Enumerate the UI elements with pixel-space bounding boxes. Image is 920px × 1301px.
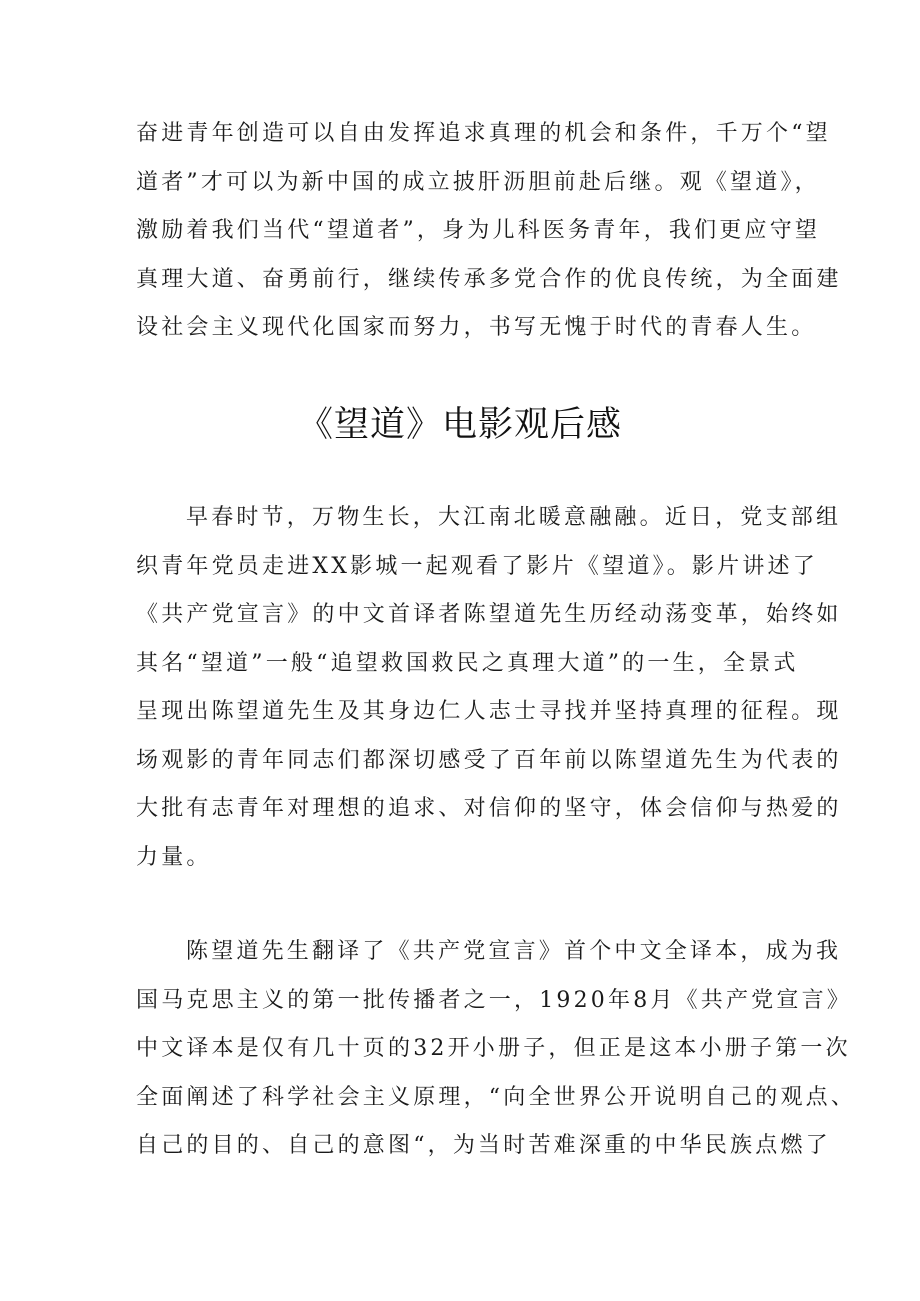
paragraph-line: 自己的目的、自己的意图“，为当时苦难深重的中华民族点燃了 bbox=[136, 1133, 831, 1158]
paragraph-2 bbox=[136, 494, 842, 882]
paragraph-3 bbox=[136, 928, 857, 1171]
paragraph-line: 呈现出陈望道先生及其身边仁人志士寻找并坚持真理的征程。现 bbox=[136, 699, 842, 724]
paragraph-line: 陈望道先生翻译了《共产党宣言》首个中文全译本，成为我 bbox=[186, 939, 842, 964]
paragraph-line: 力量。 bbox=[136, 844, 212, 870]
paragraph-line: 全面阐述了科学社会主义原理，“向全世界公开说明自己的观点、 bbox=[136, 1084, 857, 1110]
paragraph-line: 中文译本是仅有几十页的32开小册子，但正是这本小册子第一次 bbox=[136, 1036, 851, 1061]
paragraph-line: 大批有志青年对理想的追求、对信仰的坚守，体会信仰与热爱的 bbox=[136, 796, 842, 821]
paragraph-line: 国马克思主义的第一批传播者之一，1920年8月《共产党宣言》 bbox=[136, 987, 852, 1013]
paragraph-line: 激励着我们当代“望道者”，身为儿科医务青年，我们更应守望 bbox=[136, 218, 821, 243]
paragraph-line: 奋进青年创造可以自由发挥追求真理的机会和条件，千万个“望 bbox=[136, 121, 831, 146]
paragraph-line: 场观影的青年同志们都深切感受了百年前以陈望道先生为代表的 bbox=[136, 747, 842, 773]
paragraph-1 bbox=[136, 110, 842, 353]
paragraph-line: 其名“望道”一般“追望救国救民之真理大道”的一生，全景式 bbox=[136, 650, 799, 676]
paragraph-line: 织青年党员走进XX影城一起观看了影片《望道》。影片讲述了 bbox=[136, 553, 818, 579]
paragraph-line: 早春时节，万物生长，大江南北暖意融融。近日，党支部组 bbox=[186, 505, 842, 530]
paragraph-line: 设社会主义现代化国家而努力，书写无愧于时代的青春人生。 bbox=[136, 315, 817, 340]
paragraph-line: 《共产党宣言》的中文首译者陈望道先生历经动荡变革，始终如 bbox=[136, 602, 842, 627]
paragraph-line: 道者”才可以为新中国的成立披肝沥胆前赴后继。观《望道》， bbox=[136, 169, 820, 195]
paragraph-line: 真理大道、奋勇前行，继续传承多党合作的优良传统，为全面建 bbox=[136, 266, 842, 292]
document-title: 《望道》电影观后感 bbox=[297, 405, 622, 445]
